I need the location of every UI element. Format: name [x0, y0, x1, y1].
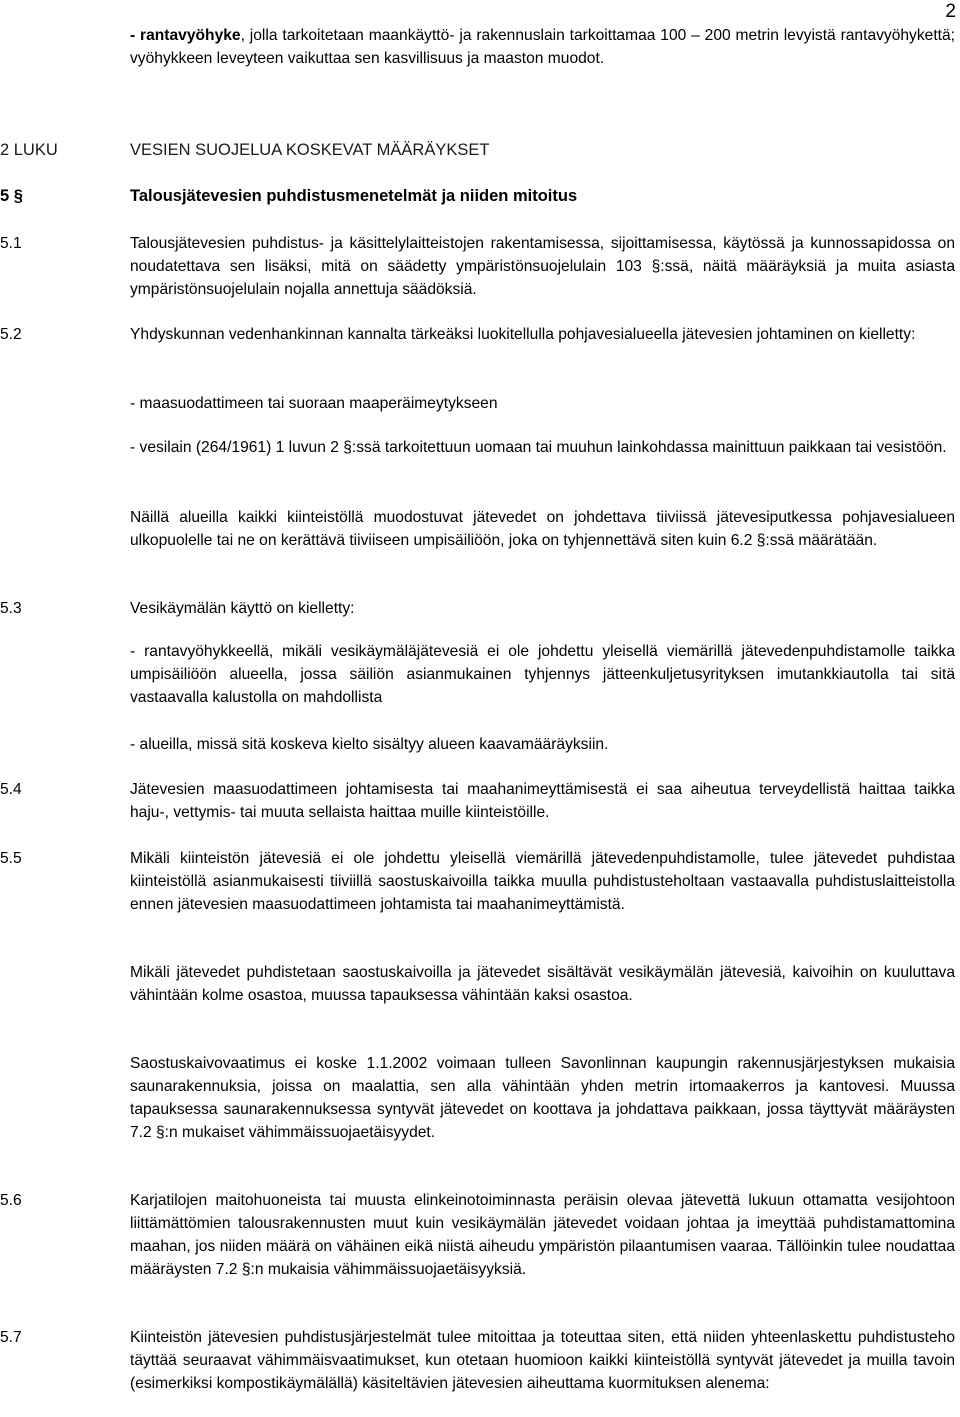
chapter-title: VESIEN SUOJELUA KOSKEVAT MÄÄRÄYKSET — [130, 141, 490, 159]
item-5-2-text: Yhdyskunnan vedenhankinnan kannalta tärkeäksi luokitellulla pohjavesialueella jätevesien johtaminen on kielletty: — [130, 326, 916, 343]
page-number: 2 — [945, 1, 956, 22]
item-number-5-5: 5.5 — [0, 850, 22, 867]
item-5-3-text: Vesikäymälän käyttö on kielletty: — [130, 600, 355, 617]
item-number-5-6: 5.6 — [0, 1192, 22, 1209]
intro-paragraph — [130, 24, 955, 70]
item-5-3-bullet-1: - rantavyöhykkeellä, mikäli vesikäymäläjätevesiä ei ole johdettu yleisellä viemärillä jätevedenpuhdistamolle taikka umpisäiliöön alueella, jossa säiliön asianmukainen tyhjennys jätteenkuljetusyrityksen imutankkiautolla tai sitä vastaavalla kalustolla on mahdollista — [130, 643, 955, 706]
item-5-3-bullet-2: - alueilla, missä sitä koskeva kielto sisältyy alueen kaavamääräyksiin. — [130, 736, 609, 753]
item-5-7-text: Kiinteistön jätevesien puhdistusjärjestelmät tulee mitoittaa ja toteuttaa siten, että niiden yhteenlaskettu puhdistusteho täyttää seuraavat vähimmäisvaatimukset, kun otetaan huomioon kaikki kiinteistöllä syntyvät jätevedet ja muilla tavoin (esimerkiksi kompostikäymälällä) käsiteltävien jätevesien aiheuttama kuormituksen alenema: — [130, 1329, 955, 1392]
item-number-5-3: 5.3 — [0, 600, 22, 617]
chapter-number: 2 LUKU — [0, 141, 58, 159]
section-number: 5 § — [0, 187, 23, 205]
item-5-5-paragraph-3: Saostuskaivovaatimus ei koske 1.1.2002 voimaan tulleen Savonlinnan kaupungin rakennusjärjestyksen mukaisia saunarakennuksia, joissa on maalattia, sen alla vähintään yhden metrin irtomaakerros ja kantovesi. Muussa tapauksessa saunarakennuksessa syntyvät jätevedet on koottava ja johdattava paikkaan, jossa täyttyvät määräysten 7.2 §:n mukaiset vähimmäissuojaetäisyydet. — [130, 1055, 955, 1141]
item-5-2-bullet-1: - maasuodattimeen tai suoraan maaperäimeytykseen — [130, 395, 498, 412]
item-number-5-2: 5.2 — [0, 326, 22, 343]
item-number-5-7: 5.7 — [0, 1329, 22, 1346]
item-5-6-text: Karjatilojen maitohuoneista tai muusta elinkeinotoiminnasta peräisin olevaa jätevettä lukuun ottamatta vesijohtoon liittämättömien talousrakennusten muut kuin vesikäymälän jätevedet voidaan johtaa ja imeyttää puhdistamattomina maahan, jos niiden määrä on vähäinen eikä niistä aiheudu ympäristön pilaantumisen vaaraa. Tällöinkin tulee noudattaa määräysten 7.2 §:n mukaisia vähimmäissuojaetäisyyksiä. — [130, 1192, 955, 1278]
item-5-5-paragraph-2: Mikäli jätevedet puhdistetaan saostuskaivoilla ja jätevedet sisältävät vesikäymälän jätevesiä, kaivoihin on kuuluttava vähintään kolme osastoa, muussa tapauksessa vähintään kaksi osastoa. — [130, 964, 955, 1004]
item-5-5-text: Mikäli kiinteistön jätevesiä ei ole johdettu yleisellä viemärillä jätevedenpuhdistamolle, tulee jätevedet puhdistaa kiinteistöllä asianmukaisesti tiiviillä saostuskaivoilla taikka muulla puhdistusteholtaan vastaavalla puhdistuslaitteistolla ennen jätevesien maasuodattimeen johtamista tai maahanimeyttämistä. — [130, 850, 955, 913]
section-title: Talousjätevesien puhdistusmenetelmät ja niiden mitoitus — [130, 187, 578, 205]
item-number-5-4: 5.4 — [0, 781, 22, 798]
item-5-2-paragraph-2: Näillä alueilla kaikki kiinteistöllä muodostuvat jätevedet on johdettava tiiviissä jätevesiputkessa pohjavesialueen ulkopuolelle tai ne on kerättävä tiiviiseen umpisäiliöön, joka on tyhjennettävä siten kuin 6.2 §:ssä määrätään. — [130, 509, 955, 549]
item-5-2-bullet-2: - vesilain (264/1961) 1 luvun 2 §:ssä tarkoitettuun uomaan tai muuhun lainkohdassa mainittuun paikkaan tai vesistöön. — [130, 439, 947, 456]
intro-bold-lead: - rantavyöhyke — [130, 27, 241, 44]
intro-text: , jolla tarkoitetaan maankäyttö- ja rakennuslain tarkoittamaa 100 – 200 metrin levyistä rantavyöhykettä; vyöhykkeen leveyteen vaikuttaa sen kasvillisuus ja maaston muodot. — [130, 27, 955, 67]
item-5-1-text: Talousjätevesien puhdistus- ja käsittelylaitteistojen rakentamisessa, sijoittamisessa, käytössä ja kunnossapidossa on noudatettava sen lisäksi, mitä on säädetty ympäristönsuojelulain 103 §:ssä, näitä määräyksiä ja muita asiasta ympäristönsuojelulain nojalla annettuja säädöksiä. — [130, 235, 955, 298]
item-number-5-1: 5.1 — [0, 235, 22, 252]
item-5-4-text: Jätevesien maasuodattimeen johtamisesta tai maahanimeyttämisestä ei saa aiheutua terveydellistä haittaa taikka haju-, vettymis- tai muuta sellaista haittaa muille kiinteistöille. — [130, 781, 955, 821]
